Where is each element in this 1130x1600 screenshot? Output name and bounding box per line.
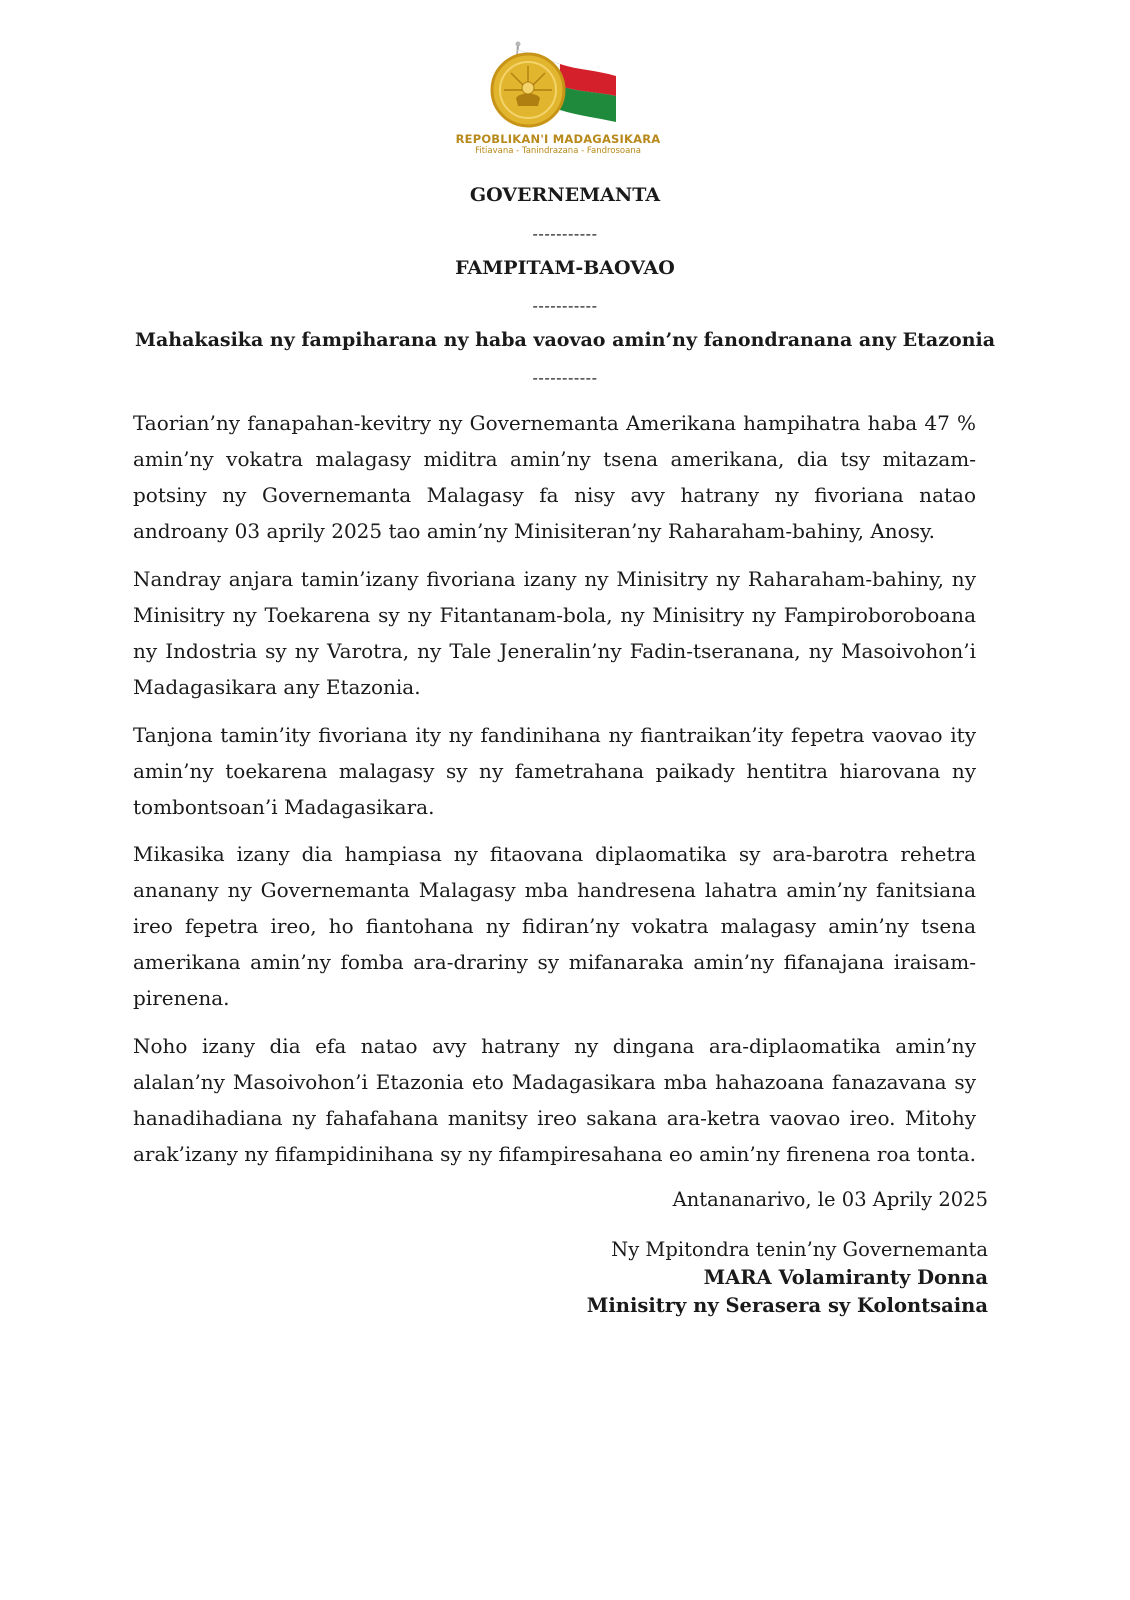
separator-2: ----------- <box>532 296 598 315</box>
paragraph-3: Tanjona tamin’ity fivoriana ity ny fandinihana ny fiantraikan’ity fepetra vaovao ity amin’ny toekarena malagasy sy ny fametrahana paikady hentitra hiarovana ny tombontsoan’i Madagasikara. <box>133 723 976 819</box>
separator-3: ----------- <box>532 368 598 387</box>
subject-heading: Mahakasika ny fampiharana ny haba vaovao amin’ny fanondranana any Etazonia <box>134 329 996 351</box>
paragraph-2: Nandray anjara tamin’izany fivoriana izany ny Minisitry ny Raharaham-bahiny, ny Minisitry ny Toekarena sy ny Fitantanam-bola, ny Minisitry ny Fampiroboroboana ny Indostria sy ny Varotra, ny Tale Jeneralin’ny Fadin-tseranana, ny Masoivohon’i Madagasikara any Etazonia. <box>133 567 976 699</box>
paragraph-1: Taorian’ny fanapahan-kevitry ny Governemanta Amerikana hampihatra haba 47 % amin’ny vokatra malagasy miditra amin’ny tsena amerikana, dia tsy mitazam-potsiny ny Governemanta Malagasy fa nisy avy hatrany ny fivoriana natao androany 03 aprily 2025 tao amin’ny Minisiteran’ny Raharaham-bahiny, Anosy. <box>133 411 976 543</box>
paragraph-5: Noho izany dia efa natao avy hatrany ny dingana ara-diplaomatika amin’ny alalan’ny Masoivohon’i Etazonia eto Madagasikara mba hahazoana fanazavana sy hanadihadiana ny fahafahana manitsy ireo sakana ara-ketra vaovao ireo. Mitohy arak’izany ny fifampidinihana sy ny fifampiresahana eo amin’ny firenena roa tonta. <box>133 1034 976 1166</box>
separator-1: ----------- <box>532 224 598 243</box>
emblem-republic-name: REPOBLIKAN'I MADAGASIKARA <box>455 132 661 146</box>
seal-and-flag-icon <box>438 40 678 132</box>
signatory-role: Ny Mpitondra tenin’ny Governemanta <box>611 1238 988 1261</box>
republic-emblem <box>438 40 678 158</box>
document-type-heading: FAMPITAM-BAOVAO <box>455 257 675 279</box>
signatory-name: MARA Volamiranty Donna <box>703 1266 988 1289</box>
signatory-title: Minisitry ny Serasera sy Kolontsaina <box>586 1294 988 1317</box>
place-and-date: Antananarivo, le 03 Aprily 2025 <box>672 1188 988 1211</box>
emblem-motto: Fitiavana - Tanindrazana - Fandrosoana <box>475 146 641 156</box>
institution-heading: GOVERNEMANTA <box>469 184 661 206</box>
paragraph-4: Mikasika izany dia hampiasa ny fitaovana diplaomatika sy ara-barotra rehetra ananany ny Governemanta Malagasy mba handresena lahatra amin’ny fanitsiana ireo fepetra ireo, ho fiantohana ny fidiran’ny vokatra malagasy amin’ny tsena amerikana amin’ny fomba ara-drariny sy mifanaraka amin’ny fifanajana iraisam-pirenena. <box>133 842 976 1010</box>
